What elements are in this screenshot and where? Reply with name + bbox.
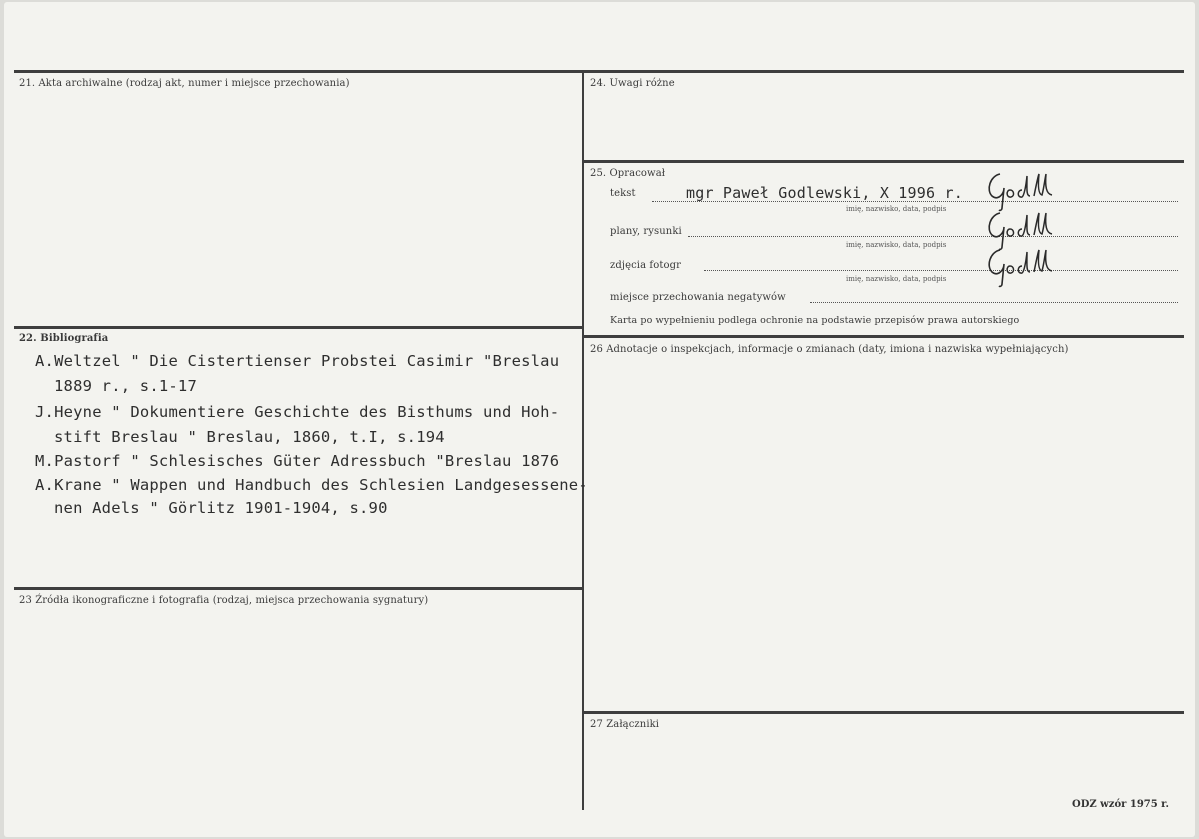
tekst-label: tekst <box>610 188 636 199</box>
section-23-label: 23 Źródła ikonograficzne i fotografia (rodzaj, miejsca przechowania sygnatury) <box>19 595 429 606</box>
plany-caption: imię, nazwisko, data, podpis <box>846 241 947 249</box>
bibliography-line-7: nen Adels " Görlitz 1901-1904, s.90 <box>54 499 388 517</box>
signature-zdjecia <box>982 244 1062 289</box>
section-24-label: 24. Uwagi różne <box>590 78 675 89</box>
bibliography-line-6: A.Krane " Wappen und Handbuch des Schlesien Landgesessene- <box>35 476 588 494</box>
tekst-value: mgr Paweł Godlewski, X 1996 r. <box>686 184 963 202</box>
form-footer: ODZ wzór 1975 r. <box>1072 799 1170 810</box>
rule-26 <box>584 335 1184 338</box>
section-26-label: 26 Adnotacje o inspekcjach, informacje o zmianach (daty, imiona i nazwiska wypełniających) <box>590 344 1069 355</box>
miejsce-label: miejsce przechowania negatywów <box>610 292 786 303</box>
bibliography-line-4: stift Breslau " Breslau, 1860, t.I, s.194 <box>54 428 445 446</box>
bibliography-line-5: M.Pastorf " Schlesisches Güter Adressbuch "Breslau 1876 <box>35 452 560 470</box>
tekst-caption: imię, nazwisko, data, podpis <box>846 205 947 213</box>
bibliography-line-2: 1889 r., s.1-17 <box>54 377 197 395</box>
section-21-label: 21. Akta archiwalne (rodzaj akt, numer i miejsce przechowania) <box>19 78 350 89</box>
center-divider <box>582 70 584 810</box>
zdjecia-label: zdjęcia fotogr <box>610 260 681 271</box>
record-card <box>4 2 1195 837</box>
section-25-label: 25. Opracował <box>590 168 666 179</box>
rule-27 <box>584 711 1184 714</box>
section-27-label: 27 Załączniki <box>590 719 660 730</box>
rule-23 <box>14 587 582 590</box>
bibliography-line-1: A.Weltzel " Die Cistertienser Probstei Casimir "Breslau <box>35 352 560 370</box>
plany-label: plany, rysunki <box>610 226 682 237</box>
plany-line <box>688 236 1178 237</box>
rule-22 <box>14 326 582 329</box>
miejsce-line <box>810 302 1178 303</box>
copyright-note: Karta po wypełnieniu podlega ochronie na podstawie przepisów prawa autorskiego <box>610 315 1020 326</box>
zdjecia-caption: imię, nazwisko, data, podpis <box>846 275 947 283</box>
section-22-label: 22. Bibliografia <box>19 333 109 344</box>
top-rule <box>14 70 1184 73</box>
zdjecia-line <box>704 270 1178 271</box>
rule-25 <box>584 160 1184 163</box>
bibliography-line-3: J.Heyne " Dokumentiere Geschichte des Bisthums und Hoh- <box>35 403 560 421</box>
